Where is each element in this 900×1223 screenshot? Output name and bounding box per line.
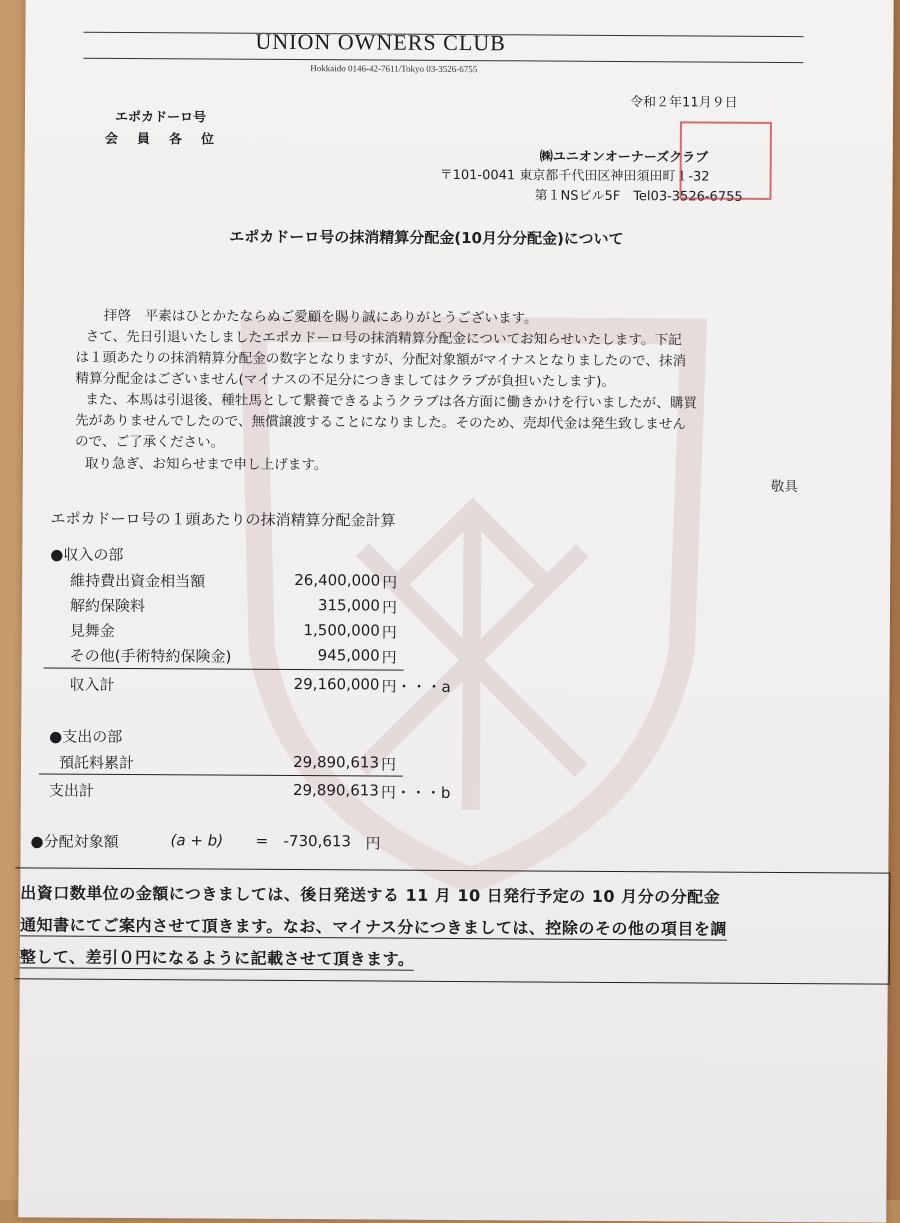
header-rule-bottom [83, 58, 803, 63]
expense-total-suffix: 円・・・b [380, 783, 451, 802]
document-title: エポカドーロ号の抹消精算分配金(10月分分配金)について [229, 227, 624, 249]
body-line: さて、先日引退いたしましたエポカドーロ号の抹消精算分配金についてお知らせいたします。下記 [85, 328, 682, 349]
income-item-amount: 26,400,000 [294, 571, 381, 590]
income-item-unit: 円 [381, 623, 397, 642]
distribution-label: ●分配対象額 [30, 832, 119, 851]
notice-line: 整して、差引０円になるように記載させて頂きます。 [20, 944, 415, 970]
sender-address: 〒101-0041 東京都千代田区神田須田町１-32 [439, 167, 710, 185]
income-item-amount: 945,000 [317, 646, 380, 665]
income-item-name: 維持費出資金相当額 [70, 571, 206, 591]
income-section-label: ●収入の部 [50, 545, 124, 564]
letter-paper [18, 0, 893, 1223]
income-item-name: 見舞金 [69, 621, 115, 640]
body-line: 精算分配金はございません(マイナスの不足分につきましてはクラブが負担いたします)。 [75, 370, 616, 390]
body-line: また、本馬は引退後、種牡馬として繋養できるようクラブは各方面に働きかけを行いましたが、購買 [85, 391, 698, 412]
club-name: UNION OWNERS CLUB [255, 28, 506, 56]
notice-line: 出資口数単位の金額につきましては、後日発送する 11 月 10 日発行予定の 10 月分の分配金 [20, 883, 721, 907]
income-total-label: 収入計 [69, 675, 115, 694]
body-closing-line: 取り急ぎ、お知らせまで申し上げます。 [84, 455, 328, 474]
expense-item-amount: 29,890,613 [293, 753, 380, 772]
income-item-name: その他(手術特約保険金) [69, 646, 232, 666]
body-line: 先がありませんでしたので、無償譲渡することになりました。そのため、売却代金は発生致しません [75, 412, 687, 433]
distribution-formula: (a + b) [170, 831, 224, 850]
body-keigu: 敬具 [770, 478, 798, 496]
notice-line: 通知書にてご案内させて頂きます。なお、マイナス分につきましては、控除のその他の項目を調 [20, 912, 727, 940]
company-seal-stamp [679, 121, 771, 200]
expense-item-unit: 円 [380, 755, 397, 774]
recipient-members: 会 員 各 位 [104, 131, 217, 148]
income-item-name: 解約保険料 [69, 596, 146, 616]
expense-section-label: ●支出の部 [49, 727, 123, 746]
calc-heading: エポカドーロ号の１頭あたりの抹消精算分配金計算 [50, 509, 396, 530]
distribution-equals: = [255, 831, 269, 850]
expense-item-name: 預託料累計 [58, 753, 135, 773]
income-item-amount: 1,500,000 [303, 621, 380, 640]
recipient-horse: エポカドーロ号 [114, 109, 207, 126]
income-item-unit: 円 [381, 648, 397, 667]
letter-date: 令和２年11月９日 [630, 95, 738, 111]
club-contact: Hokkaido 0146-42-7611/Tokyo 03-3526-6755 [310, 63, 478, 75]
income-item-amount: 315,000 [317, 596, 381, 615]
body-greeting: 拝啓 平素はひとかたならぬご愛顧を賜り誠にありがとうございます。 [103, 307, 538, 327]
sender-building: 第１NSビル5F Tel03-3526-6755 [534, 188, 743, 205]
distribution-amount: -730,613 [283, 831, 352, 851]
expense-total-label: 支出計 [48, 781, 94, 800]
income-total-suffix: 円・・・a [381, 677, 451, 696]
expense-total-amount: 29,890,613 [292, 781, 379, 800]
body-line: は１頭あたりの抹消精算分配金の数字となりますが、分配対象額がマイナスとなりましたので、抹消 [75, 349, 687, 370]
income-total-amount: 29,160,000 [293, 675, 380, 694]
income-item-unit: 円 [381, 598, 398, 617]
sender-company: ㈱ユニオンオーナーズクラブ [539, 149, 709, 166]
income-item-unit: 円 [382, 573, 398, 592]
body-line: ので、ご了承ください。 [74, 433, 225, 451]
distribution-unit: 円 [365, 834, 381, 853]
